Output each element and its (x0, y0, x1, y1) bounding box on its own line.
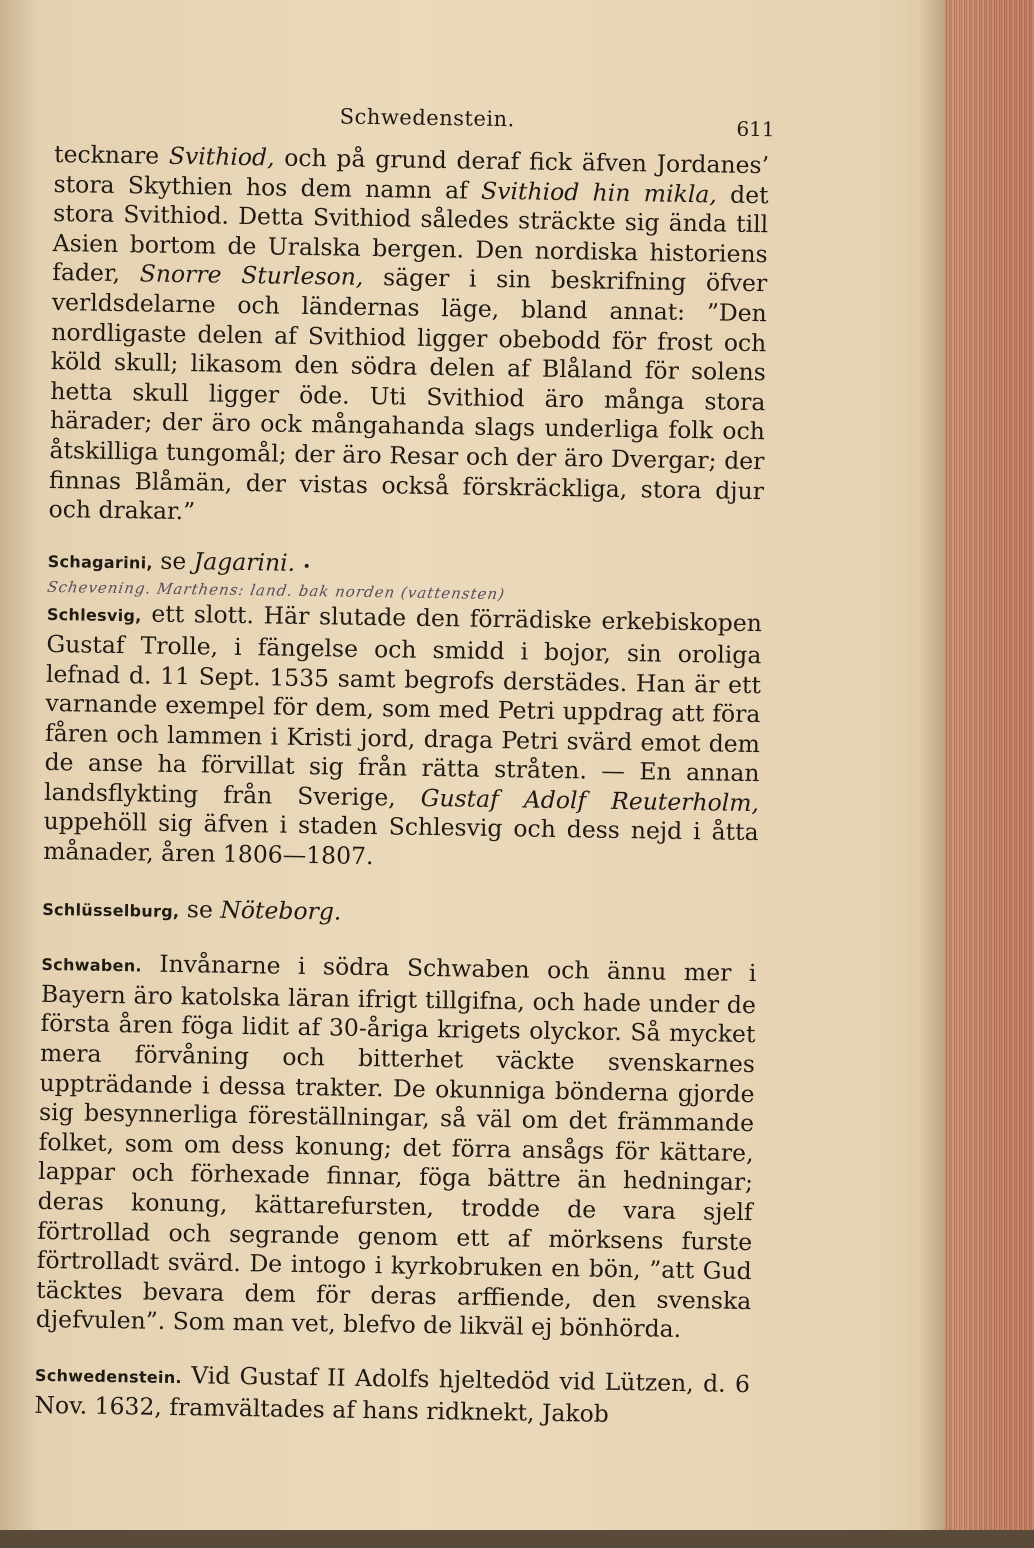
headword-schlusselburg: Schlüsselburg, (42, 899, 180, 921)
page-edges (945, 0, 1034, 1548)
page-number: 611 (736, 116, 775, 142)
headword-schwaben: Schwaben. (41, 955, 143, 976)
entry-schlesvig: Schlesvig, ett slott. Här slutade den förrädiske erkebiskopen Gustaf Trolle, i fängelse och smidd i bojor, sin oroliga lefnad d. 11 Sept. 1535 samt begrofs derstädes. Han är ett varnande exempel för dem, som med Petri uppdrag att föra fåren och lammen i Kristi jord, draga Petri svärd emot dem de anse ha förvillat sig från rätta stråten. — En annan landsflykting från Sverige, Gustaf Adolf Reuterholm, uppehöll sig äfven i staden Schlesvig och dess nejd i åtta månader, åren 1806—1807. (42, 599, 763, 871)
entry-svithiod-continuation: tecknare Svithiod, och på grund deraf fick äfven Jordanes’ stora Skythien hos dem namn af Svithiod hin mikla, det stora Svithiod. Detta Svithiod således sträckte sig ända till Asien bortom de Uralska bergen. Den nordiska historiens fader, Snorre Sturleson, säger i sin beskrifning öfver verldsdelarne och ländernas läge, bland annat: ”Den nordligaste delen af Svithiod ligger obebodd för frost och köld skull; likasom den södra delen af Blåland för solens hetta skull ligger öde. Uti Svithiod äro många stora härader; der äro ock mångahanda slags underliga folk och åtskilliga tungomål; der äro Resar och der äro Dvergar; der finnas Blåmän, der vistas också förskräckliga, stora djur och drakar.” (48, 139, 770, 526)
headword-schlesvig: Schlesvig, (46, 605, 142, 626)
entry-schwaben: Schwaben. Invånarne i södra Schwaben och ännu mer i Bayern äro katolska läran ifrigt tillgifna, och hade under de första åren föga lidit af 30-åriga krigets olyckor. Så mycket mera förvåning och bitterhet väckte svenskarnes uppträdande i dessa trakter. De okunniga bönderna gjorde sig besynnerliga föreställningar, så väl om det främmande folket, som om dess konung; det förra ansågs för kättare, lappar och förhexade finnar, föga bättre än hedningar; deras konung, kättarefursten, trodde de vara sjelf förtrollad och segrande genom ett af mörksens furste förtrolladt svärd. De intogo i kyrkobruken en bön, ”att Gud täcktes bevara dem för deras arffiende, den svenska djefvulen”. Som man vet, blefvo de likväl ej bönhörda. (35, 949, 757, 1344)
bottom-edge (0, 1530, 1034, 1548)
handwritten-annotation: Schevening. Marthens: land. bak norden (vattensten) (45, 578, 507, 604)
entry-schagarini: Schagarini, se Jagarini. • (47, 546, 311, 577)
entry-schlusselburg: Schlüsselburg, se Nöteborg. (42, 894, 342, 926)
page-content (34, 100, 775, 1431)
headword-schagarini: Schagarini, (47, 551, 153, 573)
entry-schwedenstein: Schwedenstein. Vid Gustaf II Adolfs hjeltedöd vid Lützen, d. 6 Nov. 1632, framvältades af hans ridknekt, Jakob (34, 1361, 751, 1428)
headword-schwedenstein: Schwedenstein. (34, 1365, 183, 1388)
ink-mark: • (302, 558, 311, 575)
running-head-title: Schwedenstein. (339, 104, 515, 132)
